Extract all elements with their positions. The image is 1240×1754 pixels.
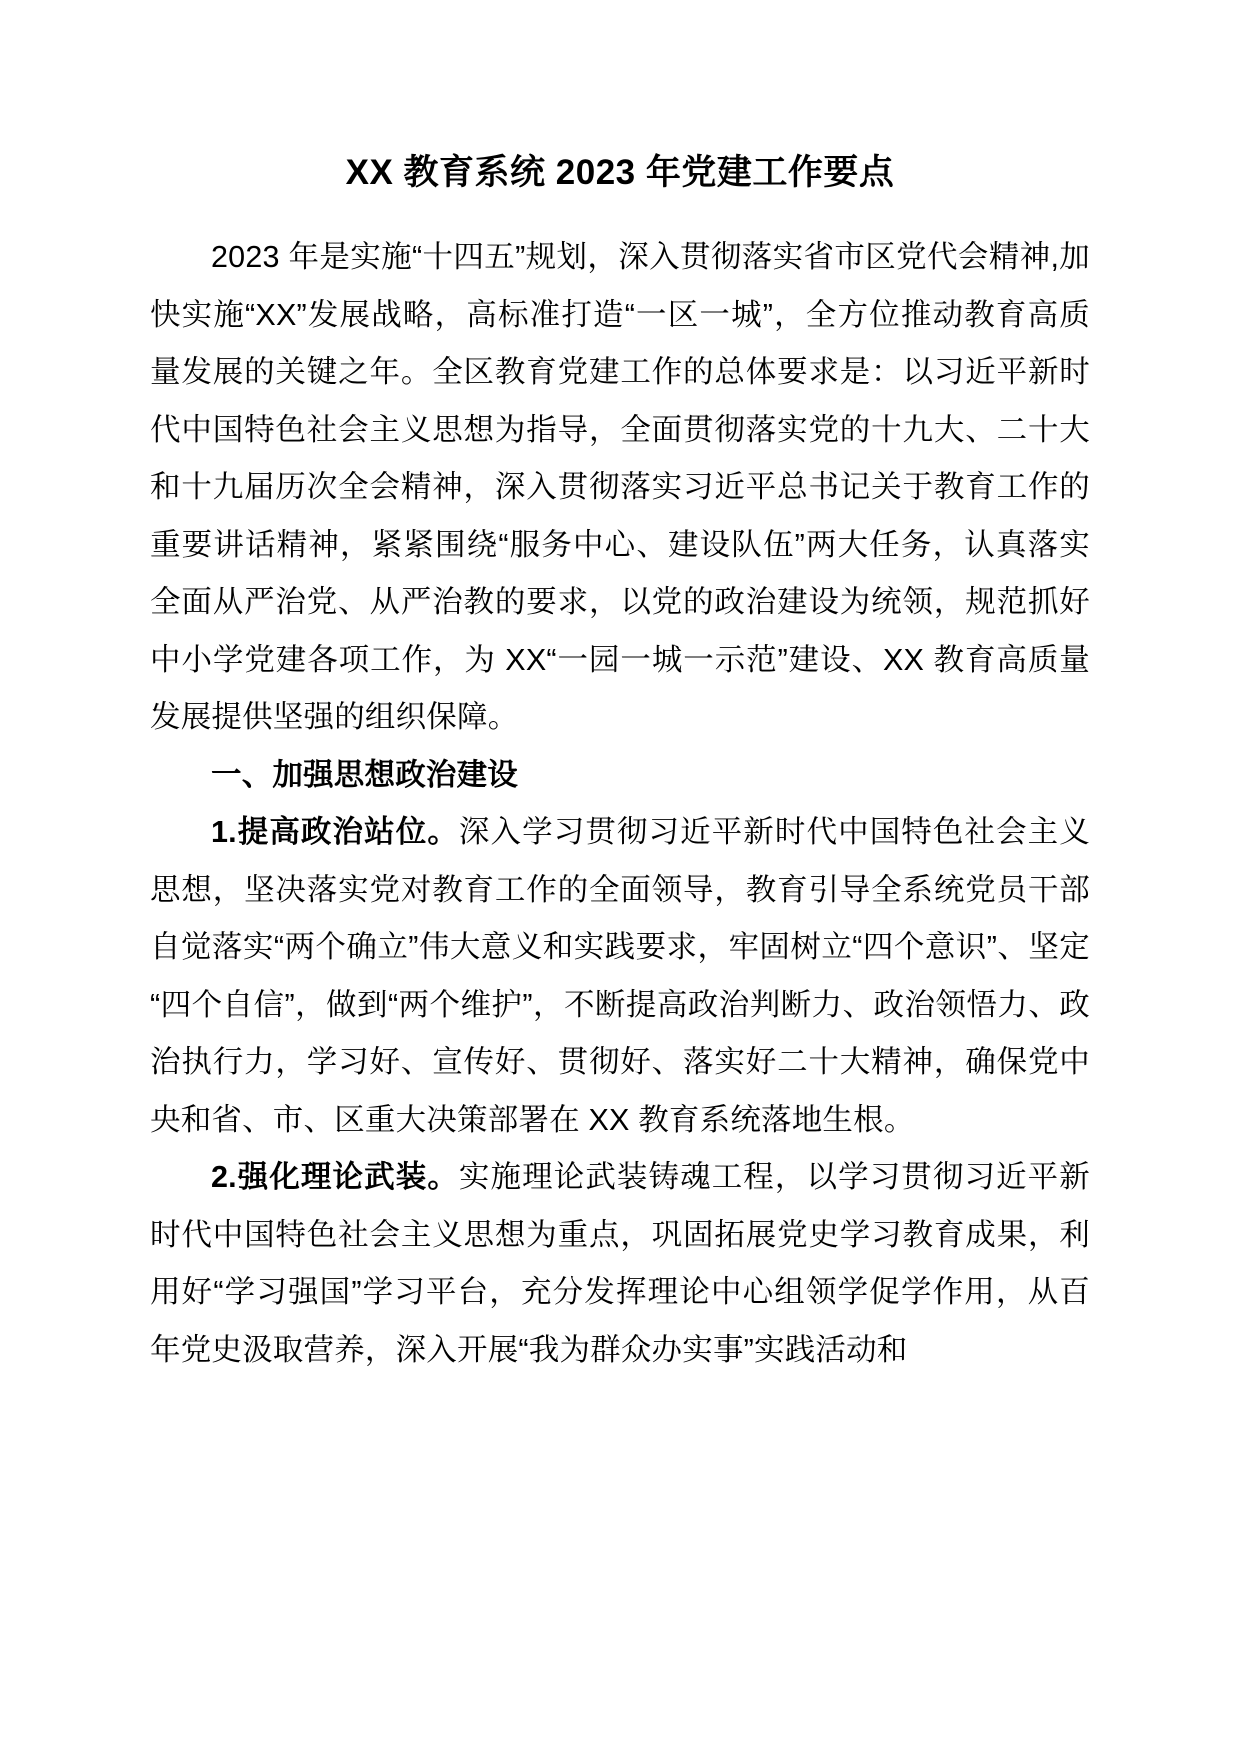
- item-1-lead-label: 1.提高政治站位。: [211, 815, 459, 849]
- intro-paragraph: 2023 年是实施“十四五”规划，深入贯彻落实省市区党代会精神,加快实施“XX”发展战略，高标准打造“一区一城”，全方位推动教育高质量发展的关键之年。全区教育党建工作的总体要求是：以习近平新时代中国特色社会主义思想为指导，全面贯彻落实党的十九大、二十大和十九届历次全会精神，深入贯彻落实习近平总书记关于教育工作的重要讲话精神，紧紧围绕“服务中心、建设队伍”两大任务，认真落实全面从严治党、从严治教的要求，以党的政治建设为统领，规范抓好中小学党建各项工作，为 XX“一园一城一示范”建设、XX 教育高质量发展提供坚强的组织保障。: [150, 240, 1090, 734]
- section-1-item-1: [150, 804, 1090, 1149]
- item-2-lead-label: 2.强化理论武装。: [211, 1160, 459, 1194]
- item-1-body-text: 深入学习贯彻习近平新时代中国特色社会主义思想，坚决落实党对教育工作的全面领导，教育引导全系统党员干部自觉落实“两个确立”伟大意义和实践要求，牢固树立“四个意识”、坚定“四个自信”，做到“两个维护”，不断提高政治判断力、政治领悟力、政治执行力，学习好、宣传好、贯彻好、落实好二十大精神，确保党中央和省、市、区重大决策部署在 XX 教育系统落地生根。: [150, 815, 1090, 1137]
- section-1-item-2: [150, 1149, 1090, 1379]
- section-heading-1: 一、加强思想政治建设: [211, 757, 518, 792]
- item-2-body-text: 实施理论武装铸魂工程，以学习贯彻习近平新时代中国特色社会主义思想为重点，巩固拓展党史学习教育成果，利用好“学习强国”学习平台，充分发挥理论中心组领学促学作用，从百年党史汲取营养，深入开展“我为群众办实事”实践活动和: [150, 1160, 1090, 1367]
- page-title: XX 教育系统 2023 年党建工作要点: [345, 153, 895, 192]
- page-bottom-spacer: [150, 1379, 1090, 1419]
- document-content: [150, 0, 1090, 1419]
